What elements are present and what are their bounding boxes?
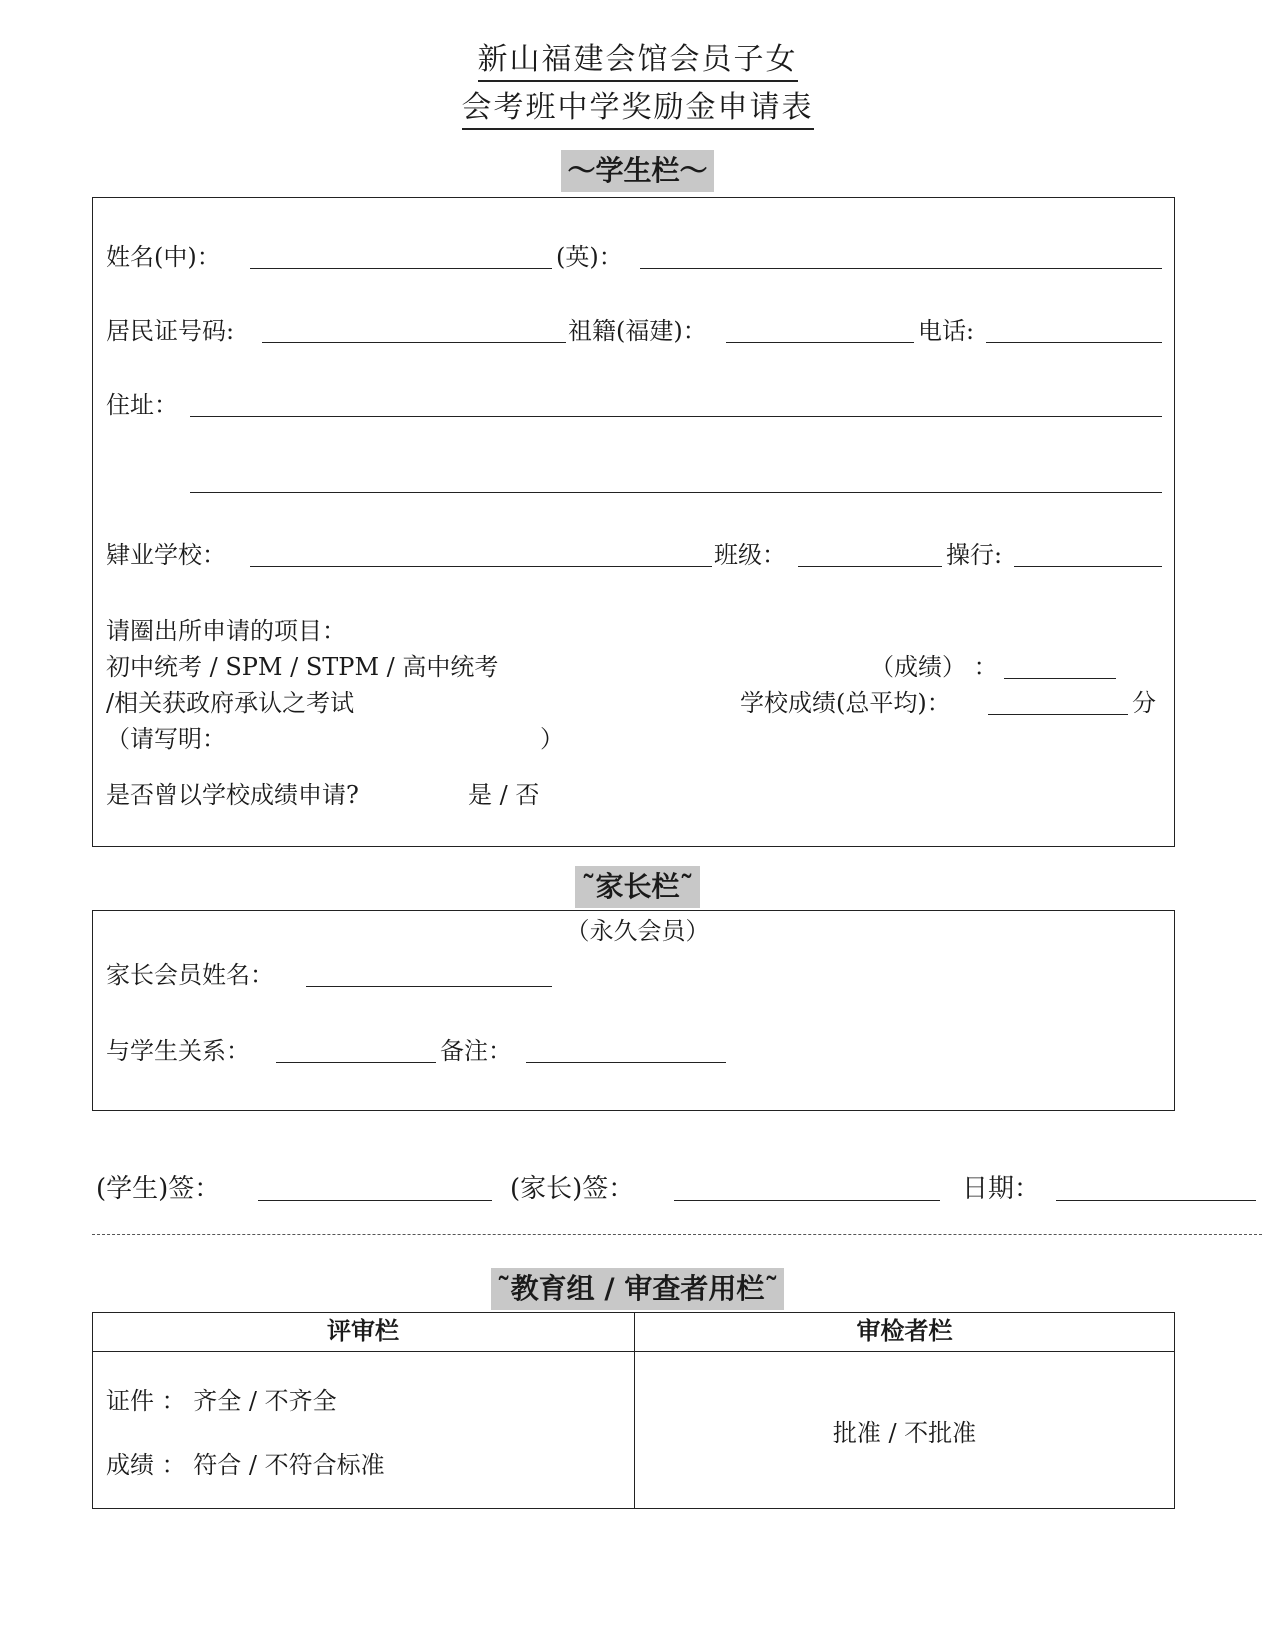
parent-signature-input[interactable]: [674, 1200, 940, 1201]
school-result-input[interactable]: [988, 714, 1128, 715]
relation-input[interactable]: [276, 1062, 436, 1063]
school-label: 肄业学校：: [106, 541, 226, 569]
specify-close: ）: [540, 725, 564, 753]
parent-section-heading: ˜家长栏˜: [0, 866, 1275, 908]
student-section-box: [92, 197, 1175, 847]
origin-input[interactable]: [726, 342, 914, 343]
relation-label: 与学生关系：: [106, 1037, 250, 1065]
circle-prompt: 请圈出所申请的项目：: [106, 617, 346, 645]
address-input-line2[interactable]: [190, 492, 1162, 493]
class-label: 班级：: [714, 541, 786, 569]
review-table-header-divider: [92, 1351, 1175, 1352]
documents-check: 证件 ： 齐全 / 不齐全: [106, 1387, 337, 1415]
school-input[interactable]: [250, 566, 712, 567]
cut-line-divider: [92, 1234, 1262, 1235]
form-title-line1: 新山福建会馆会员子女: [0, 40, 1275, 82]
name-en-label: (英)：: [556, 243, 623, 271]
class-input[interactable]: [798, 566, 942, 567]
member-name-input[interactable]: [306, 986, 552, 987]
school-result-label: 学校成绩(总平均)：: [740, 689, 951, 717]
student-section-heading: ～学生栏～: [0, 150, 1275, 192]
address-label: 住址：: [106, 391, 178, 419]
results-check: 成绩 ： 符合 / 不符合标准: [106, 1451, 385, 1479]
exam-options[interactable]: 初中统考 / SPM / STPM / 高中统考: [106, 653, 499, 681]
approval-choice[interactable]: 批准 / 不批准: [832, 1419, 977, 1447]
date-input[interactable]: [1056, 1200, 1256, 1201]
member-name-label: 家长会员姓名：: [106, 961, 274, 989]
student-signature-input[interactable]: [258, 1200, 492, 1201]
origin-label: 祖籍(福建)：: [568, 317, 707, 345]
review-col-header: 评审栏: [327, 1316, 399, 1345]
remarks-label: 备注：: [440, 1037, 512, 1065]
specify-label: （请写明：: [106, 725, 226, 753]
inspector-col-header: 审检者栏: [856, 1316, 953, 1345]
applied-before-question: 是否曾以学校成绩申请?: [106, 781, 359, 809]
form-title-line2: 会考班中学奖励金申请表: [0, 88, 1275, 130]
name-en-input[interactable]: [640, 268, 1162, 269]
name-cn-input[interactable]: [250, 268, 552, 269]
phone-input[interactable]: [986, 342, 1162, 343]
ic-input[interactable]: [262, 342, 566, 343]
result-input[interactable]: [1004, 678, 1116, 679]
ic-label: 居民证号码:: [106, 317, 235, 345]
parent-signature-label: (家长)签：: [510, 1174, 635, 1204]
exam-other-option[interactable]: /相关获政府承认之考试: [106, 689, 355, 717]
result-label: （成绩） ：: [870, 653, 998, 681]
remarks-input[interactable]: [526, 1062, 726, 1063]
score-unit: 分: [1132, 689, 1156, 717]
address-input-line1[interactable]: [190, 416, 1162, 417]
conduct-input[interactable]: [1014, 566, 1162, 567]
parent-subtitle: （永久会员）: [565, 917, 710, 945]
date-label: 日期：: [962, 1174, 1041, 1204]
conduct-label: 操行:: [946, 541, 1003, 569]
phone-label: 电话:: [918, 317, 975, 345]
student-signature-label: (学生)签：: [96, 1174, 221, 1204]
review-section-heading: ˜教育组 / 审查者用栏˜: [0, 1268, 1275, 1310]
yes-no-choice[interactable]: 是 / 否: [468, 781, 540, 809]
name-cn-label: 姓名(中)：: [106, 243, 221, 271]
